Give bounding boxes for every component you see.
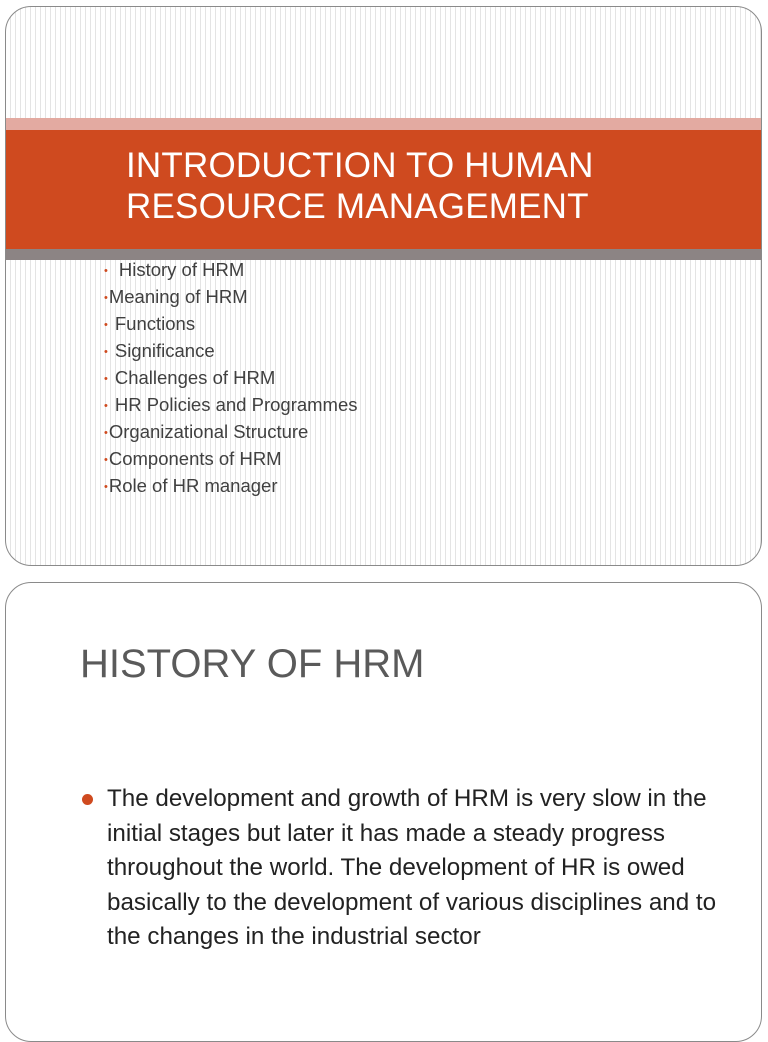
agenda-item-role — [104, 472, 358, 499]
agenda-item-significance — [104, 337, 358, 364]
agenda-item-label: Meaning of HRM — [108, 286, 248, 307]
history-bullet-item — [80, 782, 745, 955]
slide-title-line-2: RESOURCE MANAGEMENT — [126, 187, 589, 226]
bullet-icon: • — [104, 400, 108, 412]
slide-title — [126, 145, 686, 227]
bullet-icon: • — [104, 346, 108, 358]
bullet-icon: • — [104, 427, 108, 439]
agenda-item-functions — [104, 310, 358, 337]
history-heading: HISTORY OF HRM — [80, 642, 425, 686]
agenda-item-label: Significance — [114, 340, 215, 361]
agenda-item-challenges — [104, 364, 358, 391]
slide-title-line-1: INTRODUCTION TO HUMAN — [126, 146, 594, 185]
bullet-icon: • — [104, 373, 108, 385]
agenda-item-label: Functions — [114, 313, 196, 334]
agenda-item-policies — [104, 391, 358, 418]
agenda-item-structure — [104, 418, 358, 445]
bullet-icon: • — [104, 319, 108, 331]
history-paragraph: The development and growth of HRM is very slow in the initial stages but later it has made a steady progress throughout the world. The development of HR is owed basically to the development of various disciplines and to the changes in the industrial sector — [107, 785, 717, 950]
agenda-item-components — [104, 445, 358, 472]
agenda-item-label: HR Policies and Programmes — [114, 394, 358, 415]
history-bullet-list — [80, 782, 745, 955]
agenda-list — [104, 256, 358, 499]
bullet-icon: • — [104, 481, 108, 493]
agenda-item-label: Organizational Structure — [108, 421, 309, 442]
agenda-item-label: Components of HRM — [108, 448, 282, 469]
bullet-icon: • — [104, 265, 108, 277]
agenda-item-label: Role of HR manager — [108, 475, 278, 496]
bullet-dot-icon — [82, 794, 93, 805]
bullet-icon: • — [104, 292, 108, 304]
bullet-icon: • — [104, 454, 108, 466]
agenda-item-label: Challenges of HRM — [114, 367, 276, 388]
decorative-pink-strip — [6, 118, 761, 130]
agenda-item-history — [104, 256, 358, 283]
agenda-item-meaning — [104, 283, 358, 310]
agenda-item-label: History of HRM — [118, 259, 245, 280]
